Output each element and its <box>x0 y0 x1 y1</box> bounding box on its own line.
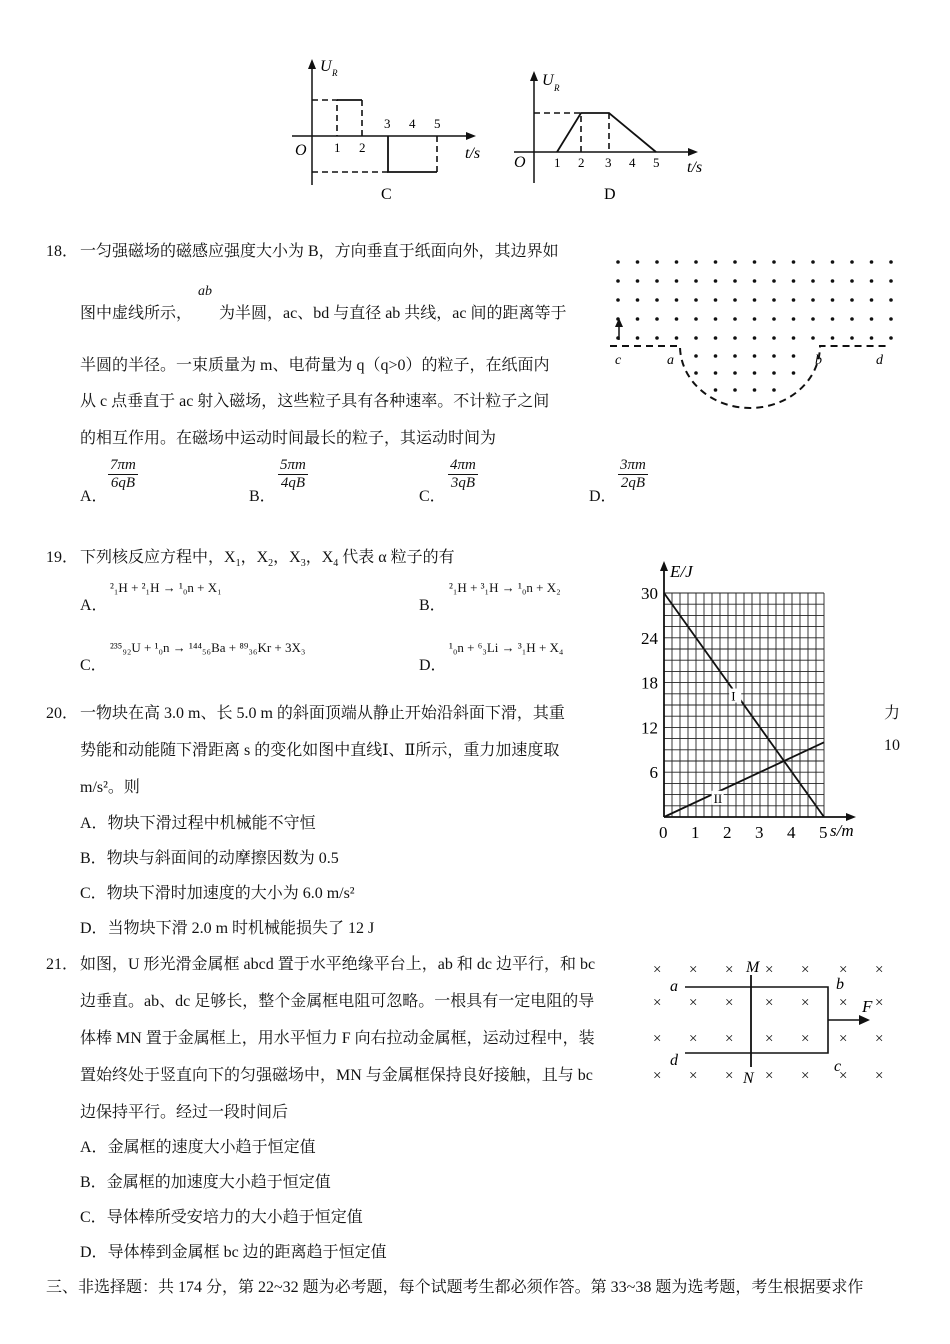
field-dot <box>675 260 679 264</box>
field-dot <box>870 317 874 321</box>
q21-line-3: 体棒 MN 置于金属框上，用水平恒力 F 向右拉动金属框，运动过程中，装 <box>80 1030 595 1047</box>
field-dot <box>811 279 815 283</box>
field-dots <box>616 260 893 392</box>
q21-option-b[interactable]: B．金属框的加速度大小趋于恒定值 <box>80 1174 331 1191</box>
field-dot <box>655 279 659 283</box>
top-graphs <box>280 55 720 205</box>
graph-c-caption: C <box>381 186 392 203</box>
y-tick-label: 24 <box>641 628 658 648</box>
svg-text:1: 1 <box>554 155 561 170</box>
field-dot <box>753 336 757 340</box>
field-dot <box>733 317 737 321</box>
svg-text:t/s: t/s <box>687 159 703 176</box>
field-cross: × <box>689 1068 698 1084</box>
q19-option-b-equation: ²₁H + ³₁H → ¹₀n + X₂ <box>449 580 561 595</box>
svg-text:3: 3 <box>605 155 612 170</box>
field-cross: × <box>875 1031 884 1047</box>
field-dot <box>870 279 874 283</box>
field-dot <box>616 279 620 283</box>
field-dot <box>889 336 893 340</box>
field-dot <box>889 279 893 283</box>
q18-option-a-fraction: $\frac{7\pi m}{6qB}$ <box>110 457 136 491</box>
field-dot <box>753 317 757 321</box>
series-label-I: I <box>731 688 736 704</box>
field-dot <box>733 388 737 392</box>
y-tick-label: 30 <box>641 584 658 603</box>
q18-arc-label: ab <box>198 284 212 299</box>
field-dot <box>889 317 893 321</box>
field-cross: × <box>839 995 848 1011</box>
svg-text:R: R <box>554 83 560 93</box>
field-dot <box>694 298 698 302</box>
field-dot <box>850 279 854 283</box>
field-cross: × <box>801 1031 810 1047</box>
q18-line-2b: 为半圆，ac、bd 与直径 ab 共线，ac 间的距离等于 <box>219 305 567 322</box>
field-cross: × <box>801 1068 810 1084</box>
field-dot <box>811 336 815 340</box>
field-cross: × <box>839 962 848 978</box>
q20-option-a[interactable]: A．物块下滑过程中机械能不守恒 <box>80 815 316 832</box>
field-dot <box>772 388 776 392</box>
svg-text:F: F <box>862 997 873 1016</box>
chart-xlabel: s/m <box>830 821 854 840</box>
field-dot <box>772 279 776 283</box>
series-label-II: II <box>713 790 723 806</box>
q21-number: 21． <box>46 956 79 973</box>
q19-option-b-letter[interactable]: B． <box>419 597 446 614</box>
q21-line-4: 置始终处于竖直向下的匀强磁场中，MN 与金属框保持良好接触，且与 bc <box>80 1067 593 1084</box>
q20-option-d[interactable]: D．当物块下滑 2.0 m 时机械能损失了 12 J <box>80 920 375 937</box>
field-dot <box>675 279 679 283</box>
graph-c-ylabel: U <box>320 58 332 75</box>
field-dot <box>850 260 854 264</box>
field-dot <box>850 298 854 302</box>
field-dot <box>694 336 698 340</box>
field-dot <box>811 260 815 264</box>
svg-text:1: 1 <box>334 140 341 155</box>
field-cross: × <box>801 962 810 978</box>
q18-line-2a: 图中虚线所示， <box>80 305 193 322</box>
q19-option-a-equation: ²₁H + ²₁H → ¹₀n + X₁ <box>110 580 222 595</box>
field-dot <box>636 317 640 321</box>
field-dot <box>655 298 659 302</box>
field-dot <box>870 260 874 264</box>
q20-line-2: 势能和动能随下滑距离 s 的变化如图中直线Ⅰ、Ⅱ所示，重力加速度取 <box>80 742 560 759</box>
field-dot <box>694 260 698 264</box>
field-cross: × <box>653 995 662 1011</box>
field-dot <box>714 298 718 302</box>
svg-text:2: 2 <box>359 140 366 155</box>
q21-option-c[interactable]: C．导体棒所受安培力的大小趋于恒定值 <box>80 1209 363 1226</box>
y-axis-arrow <box>660 561 668 571</box>
field-cross: × <box>689 1031 698 1047</box>
field-dot <box>636 279 640 283</box>
x-axis-arrow <box>846 813 856 821</box>
svg-text:4: 4 <box>409 116 416 131</box>
q20-line-1: 一物块在高 3.0 m、长 5.0 m 的斜面顶端从静止开始沿斜面下滑，其重 <box>80 705 565 722</box>
field-dot <box>772 298 776 302</box>
x-tick-label: 5 <box>819 823 828 842</box>
graph-c <box>292 58 480 203</box>
svg-text:3: 3 <box>384 116 391 131</box>
field-dot <box>714 336 718 340</box>
chart-ylabel: E/J <box>670 562 693 581</box>
q18-option-d-fraction: $\frac{3\pi m}{2qB}$ <box>620 457 646 491</box>
svg-text:5: 5 <box>653 155 660 170</box>
svg-text:b: b <box>815 353 822 368</box>
field-dot <box>733 371 737 375</box>
field-dot <box>675 336 679 340</box>
field-dot <box>792 317 796 321</box>
field-cross: × <box>801 995 810 1011</box>
field-dot <box>714 260 718 264</box>
field-dot <box>792 354 796 358</box>
q19-option-d-equation: ¹₀n + ⁶₃Li → ³₁H + X₄ <box>449 640 564 655</box>
energy-chart <box>630 555 880 845</box>
field-cross: × <box>653 1031 662 1047</box>
field-cross: × <box>839 1031 848 1047</box>
svg-text:M: M <box>746 959 760 976</box>
field-dot <box>753 260 757 264</box>
q21-line-1: 如图，U 形光滑金属框 abcd 置于水平绝缘平台上，ab 和 dc 边平行，和 bc <box>80 956 596 973</box>
field-dot <box>792 260 796 264</box>
q18-line-1: 一匀强磁场的磁感应强度大小为 B，方向垂直于纸面向外，其边界如 <box>80 243 559 260</box>
field-dot <box>811 298 815 302</box>
field-dot <box>714 371 718 375</box>
field-crosses <box>653 962 883 1084</box>
field-dot <box>831 279 835 283</box>
field-dot <box>714 279 718 283</box>
x-tick-label: 3 <box>755 823 764 842</box>
field-dot <box>694 279 698 283</box>
svg-text:a: a <box>667 353 674 368</box>
field-dot <box>753 279 757 283</box>
field-cross: × <box>839 1068 848 1084</box>
q19-option-c-letter[interactable]: C． <box>80 657 107 674</box>
q19-option-a-letter[interactable]: A． <box>80 597 108 614</box>
q19-option-d-letter[interactable]: D． <box>419 657 447 674</box>
y-tick-label: 18 <box>641 673 658 693</box>
field-dot <box>772 354 776 358</box>
x-tick-label: 2 <box>723 823 732 842</box>
y-tick-label: 6 <box>649 763 658 783</box>
field-cross: × <box>653 962 662 978</box>
q18-option-c-letter[interactable]: C． <box>419 488 446 505</box>
field-dot <box>655 336 659 340</box>
field-dot <box>850 317 854 321</box>
svg-text:O: O <box>514 154 526 171</box>
y-tick-label: 12 <box>641 718 658 738</box>
field-dot <box>733 336 737 340</box>
field-dot <box>753 371 757 375</box>
field-cross: × <box>725 995 734 1011</box>
q21-option-a[interactable]: A．金属框的速度大小趋于恒定值 <box>80 1139 316 1156</box>
field-dot <box>831 317 835 321</box>
field-dot <box>772 371 776 375</box>
field-dot <box>889 260 893 264</box>
q20-line-2-end: 10 <box>884 737 900 754</box>
section-3-heading: 三、非选择题：共 174 分，第 22~32 题为必考题，每个试题考生都必须作答。第 33~38 题为选考题，考生根据要求作 <box>46 1279 864 1296</box>
field-dot <box>733 298 737 302</box>
field-dot <box>655 260 659 264</box>
q19-stem: 下列核反应方程中，$X_1$，$X_2$，$X_3$，$X_4$ 代表 α 粒子的有 <box>80 549 455 570</box>
field-dot <box>753 354 757 358</box>
q20-line-3: m/s²。则 <box>80 779 140 796</box>
chart-axes <box>660 561 856 821</box>
field-cross: × <box>725 962 734 978</box>
svg-text:c: c <box>615 353 622 368</box>
q21-line-2: 边垂直。ab、dc 足够长，整个金属框电阻可忽略。一根具有一定电阻的导 <box>80 993 595 1010</box>
svg-text:t/s: t/s <box>465 145 481 162</box>
q18-option-a-letter[interactable]: A． <box>80 488 108 505</box>
field-dot <box>772 260 776 264</box>
field-dot <box>850 336 854 340</box>
field-dot <box>636 260 640 264</box>
field-dot <box>694 371 698 375</box>
field-dot <box>733 279 737 283</box>
field-dot <box>811 317 815 321</box>
svg-text:b: b <box>836 976 844 993</box>
field-dot <box>792 298 796 302</box>
field-cross: × <box>875 962 884 978</box>
field-dot <box>792 279 796 283</box>
field-cross: × <box>765 1031 774 1047</box>
field-cross: × <box>653 1068 662 1084</box>
graph-d-caption: D <box>604 186 616 203</box>
field-dot <box>831 336 835 340</box>
field-dot <box>714 388 718 392</box>
field-dot <box>792 371 796 375</box>
svg-text:a: a <box>670 978 678 995</box>
field-dot <box>753 388 757 392</box>
field-dot <box>636 298 640 302</box>
svg-text:U: U <box>542 72 554 89</box>
field-cross: × <box>765 1068 774 1084</box>
q18-option-b-fraction: $\frac{5\pi m}{4qB}$ <box>280 457 306 491</box>
q18-line-3: 半圆的半径。一束质量为 m、电荷量为 q（q>0）的粒子，在纸面内 <box>80 357 550 374</box>
field-dot <box>714 354 718 358</box>
field-dot <box>733 260 737 264</box>
field-dot <box>636 336 640 340</box>
field-dot <box>831 298 835 302</box>
q20-option-c[interactable]: C．物块下滑时加速度的大小为 6.0 m/s² <box>80 885 355 902</box>
q19-option-c-equation: ²³⁵₉₂U + ¹₀n → ¹⁴⁴₅₆Ba + ⁸⁹₃₆Kr + 3X₃ <box>110 640 306 655</box>
q20-option-b[interactable]: B．物块与斜面间的动摩擦因数为 0.5 <box>80 850 339 867</box>
svg-text:2: 2 <box>578 155 585 170</box>
field-dot <box>753 298 757 302</box>
field-dot <box>870 298 874 302</box>
q21-option-d[interactable]: D．导体棒到金属框 bc 边的距离趋于恒定值 <box>80 1244 387 1261</box>
field-cross: × <box>875 995 884 1011</box>
field-dot <box>714 317 718 321</box>
field-cross: × <box>765 995 774 1011</box>
q20-line-1-end: 力 <box>884 705 901 722</box>
svg-text:R: R <box>332 68 338 78</box>
q18-line-4: 从 c 点垂直于 ac 射入磁场，这些粒子具有各种速率。不计粒子之间 <box>80 393 550 410</box>
q20-number: 20． <box>46 705 79 722</box>
svg-text:d: d <box>876 353 883 368</box>
q18-option-c-fraction: $\frac{4\pi m}{3qB}$ <box>450 457 476 491</box>
chart-ticks <box>641 584 828 842</box>
graph-d <box>514 71 702 203</box>
field-dot <box>772 317 776 321</box>
field-dot <box>675 298 679 302</box>
field-cross: × <box>725 1068 734 1084</box>
q19-number: 19． <box>46 549 79 566</box>
q21-circuit-figure <box>640 955 900 1095</box>
field-cross: × <box>689 962 698 978</box>
q18-magnetic-field-figure <box>610 250 900 420</box>
field-cross: × <box>765 962 774 978</box>
field-dot <box>870 336 874 340</box>
q18-line-5: 的相互作用。在磁场中运动时间最长的粒子，其运动时间为 <box>80 430 497 447</box>
field-dot <box>831 260 835 264</box>
field-dot <box>772 336 776 340</box>
q18-number: 18． <box>46 243 79 260</box>
field-dot <box>616 298 620 302</box>
q18-option-d-letter[interactable]: D． <box>589 488 617 505</box>
field-dot <box>733 354 737 358</box>
svg-text:4: 4 <box>629 155 636 170</box>
q18-option-b-letter[interactable]: B． <box>249 488 276 505</box>
svg-text:d: d <box>670 1052 678 1069</box>
field-dot <box>675 317 679 321</box>
field-cross: × <box>875 1068 884 1084</box>
field-dot <box>694 317 698 321</box>
field-dot <box>792 336 796 340</box>
svg-text:c: c <box>834 1058 842 1075</box>
field-dot <box>616 260 620 264</box>
field-dot <box>889 298 893 302</box>
field-dot <box>694 354 698 358</box>
svg-text:O: O <box>295 142 307 159</box>
q21-line-5: 边保持平行。经过一段时间后 <box>80 1104 289 1121</box>
svg-text:N: N <box>743 1070 754 1087</box>
field-cross: × <box>725 1031 734 1047</box>
svg-text:5: 5 <box>434 116 441 131</box>
x-tick-label: 0 <box>659 823 668 842</box>
x-tick-label: 4 <box>787 823 796 842</box>
field-cross: × <box>689 995 698 1011</box>
x-tick-label: 1 <box>691 823 700 842</box>
field-dot <box>655 317 659 321</box>
